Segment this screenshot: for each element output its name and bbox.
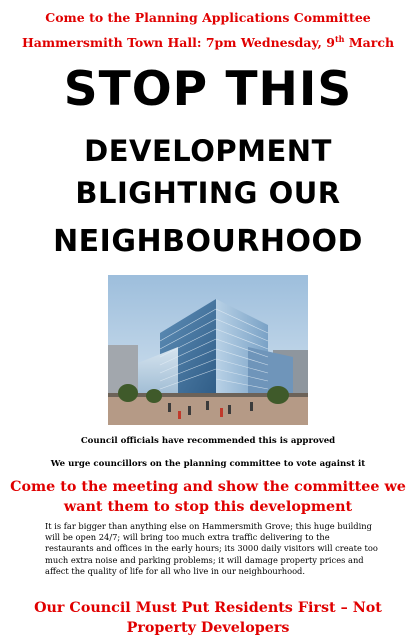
development-render-image — [108, 275, 308, 425]
footer-slogan — [0, 598, 416, 638]
urge-note: We urge councillors on the planning committee to vote against it — [50, 459, 366, 469]
footer-line-2: Property Developers — [126, 620, 290, 636]
date-suffix: th — [334, 34, 345, 44]
meeting-month: March — [344, 35, 395, 51]
headline-neighbourhood: NEIGHBOURHOOD — [53, 224, 363, 259]
building-illustration — [108, 275, 308, 425]
headline-stop-this: STOP THIS — [63, 62, 353, 117]
headline-blighting-our: BLIGHTING OUR — [75, 176, 341, 210]
recommendation-note: Council officials have recommended this is approved — [80, 436, 336, 446]
meeting-callout — [0, 477, 416, 517]
meeting-title: Come to the Planning Applications Committee — [45, 10, 371, 25]
meeting-details — [0, 34, 416, 50]
callout-line-2: want them to stop this development — [63, 499, 353, 515]
headline-development: DEVELOPMENT — [84, 134, 332, 168]
meeting-details-text: Hammersmith Town Hall: 7pm Wednesday, 9 — [21, 35, 335, 51]
callout-line-1: Come to the meeting and show the committee we — [10, 479, 406, 495]
footer-line-1: Our Council Must Put Residents First – Not — [34, 600, 382, 616]
objection-paragraph: It is far bigger than anything else on Hammersmith Grove; this huge building will be open 24/7; will bring too much extra traffic delivering to the restaurants and offices in the early hours; its 3000 daily visitors will create too much extra noise and parking problems; it will damage property prices and affect the quality of life for all who live in our neighbourhood. — [45, 521, 378, 576]
